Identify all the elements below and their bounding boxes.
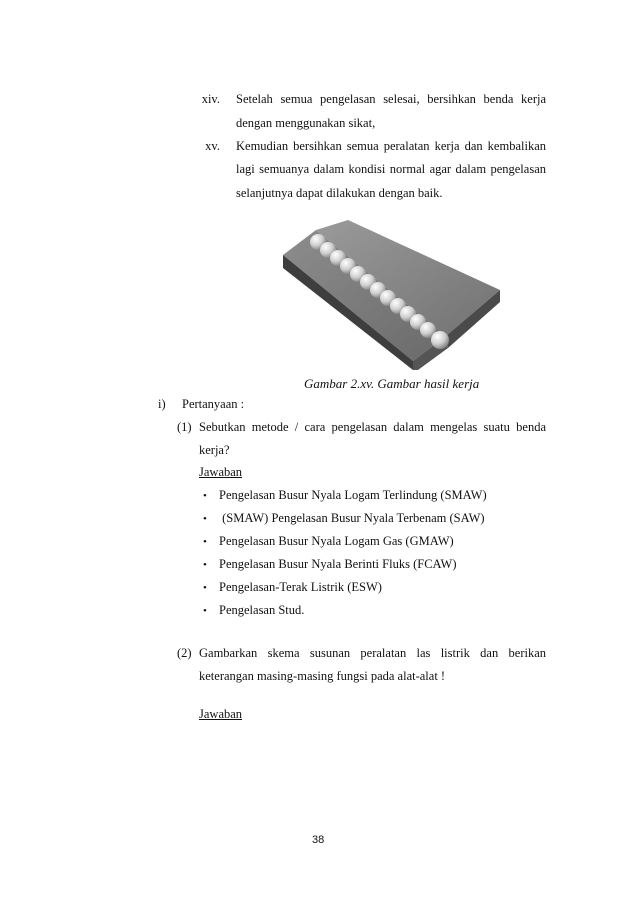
list-item: Pengelasan Busur Nyala Logam Terlindung (SMAW)	[219, 488, 487, 502]
bullet-icon: •	[203, 513, 207, 525]
section-title: Pertanyaan :	[182, 397, 245, 411]
list-item: (SMAW) Pengelasan Busur Nyala Terbenam (SAW)	[219, 511, 485, 525]
list-item: Pengelasan-Terak Listrik (ESW)	[219, 580, 382, 594]
step-number-xv: xv.	[205, 139, 220, 153]
list-item: Pengelasan Busur Nyala Berinti Fluks (FCAW)	[219, 557, 457, 571]
question-2-line-1: Gambarkan skema susunan peralatan las listrik dan berikan	[199, 646, 546, 660]
weld-result-image	[268, 218, 513, 373]
question-2-number: (2)	[177, 646, 192, 660]
question-1-number: (1)	[177, 420, 192, 434]
page-number: 38	[312, 834, 325, 846]
question-1-answer-label: Jawaban	[199, 465, 243, 479]
list-item: Pengelasan Busur Nyala Logam Gas (GMAW)	[219, 534, 454, 548]
bullet-icon: •	[203, 582, 207, 594]
step-xv-line-3: selanjutnya dapat dilakukan dengan baik.	[236, 186, 443, 200]
question-2-line-2: keterangan masing-masing fungsi pada alat-alat !	[199, 669, 446, 683]
section-marker: i)	[158, 397, 166, 411]
question-1-line-1: Sebutkan metode / cara pengelasan dalam mengelas suatu benda	[199, 420, 546, 434]
step-xv-line-1: Kemudian bersihkan semua peralatan kerja dan kembalikan	[236, 139, 546, 153]
question-2-answer-label: Jawaban	[199, 707, 243, 721]
bullet-icon: •	[203, 536, 207, 548]
figure-caption: Gambar 2.xv. Gambar hasil kerja	[304, 376, 480, 391]
step-xiv-line-2: dengan menggunakan sikat,	[236, 116, 376, 130]
list-item: Pengelasan Stud.	[219, 603, 305, 617]
step-xv-line-2: lagi semuanya dalam kondisi normal agar dalam pengelasan	[236, 162, 546, 176]
bullet-icon: •	[203, 490, 207, 502]
step-number-xiv: xiv.	[201, 92, 220, 106]
question-1-line-2: kerja?	[199, 443, 230, 457]
step-xiv-line-1: Setelah semua pengelasan selesai, bersihkan benda kerja	[236, 92, 546, 106]
bullet-icon: •	[203, 559, 207, 571]
bullet-icon: •	[203, 605, 207, 617]
